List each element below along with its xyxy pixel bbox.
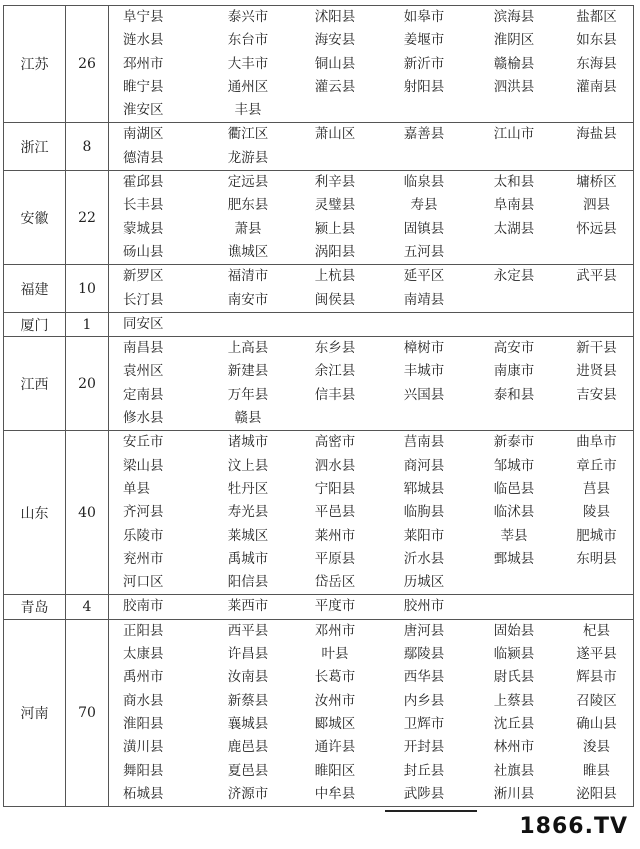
county-name: 禹城市 bbox=[227, 550, 269, 567]
county-name: 灌云县 bbox=[314, 78, 356, 95]
county-name: 修水县 bbox=[123, 410, 164, 427]
county-name: 夏邑县 bbox=[227, 762, 269, 779]
county-list bbox=[109, 595, 634, 619]
county-name: 牡丹区 bbox=[227, 480, 269, 497]
county-grid bbox=[109, 6, 633, 122]
province-name: 江西 bbox=[4, 337, 66, 431]
county-name: 江山市 bbox=[493, 126, 535, 143]
county-name: 泗县 bbox=[583, 197, 610, 214]
county-name: 铜山县 bbox=[314, 55, 356, 72]
county-count: 22 bbox=[66, 171, 109, 265]
county-table-body bbox=[4, 6, 634, 807]
county-name: 南安市 bbox=[227, 291, 269, 308]
county-name: 万年县 bbox=[227, 386, 269, 403]
county-name: 辉县市 bbox=[576, 669, 617, 686]
county-count: 1 bbox=[66, 312, 109, 336]
county-name: 封丘县 bbox=[403, 762, 445, 779]
county-name: 郾城区 bbox=[314, 715, 356, 732]
province-name: 安徽 bbox=[4, 171, 66, 265]
county-name: 武陟县 bbox=[403, 785, 445, 802]
county-list bbox=[109, 171, 634, 265]
province-row bbox=[4, 595, 634, 619]
county-name: 胶州市 bbox=[403, 598, 445, 615]
county-count: 10 bbox=[66, 265, 109, 313]
county-name: 正阳县 bbox=[123, 622, 164, 639]
county-name: 单县 bbox=[123, 480, 150, 497]
county-count: 70 bbox=[66, 619, 109, 806]
county-name: 沂水县 bbox=[403, 550, 445, 567]
county-name: 邹城市 bbox=[493, 457, 535, 474]
county-name: 鄄城县 bbox=[493, 550, 535, 567]
county-name: 鄢陵县 bbox=[403, 646, 445, 663]
county-name: 襄城县 bbox=[227, 715, 269, 732]
county-name: 泗洪县 bbox=[493, 78, 535, 95]
county-name: 海安县 bbox=[314, 32, 356, 49]
county-name: 尉氏县 bbox=[493, 669, 535, 686]
province-row bbox=[4, 431, 634, 595]
county-name: 阜南县 bbox=[493, 197, 535, 214]
county-grid bbox=[109, 123, 633, 170]
county-name: 新罗区 bbox=[123, 268, 164, 285]
county-name: 南康市 bbox=[493, 363, 535, 380]
county-name: 射阳县 bbox=[403, 78, 445, 95]
county-name: 姜堰市 bbox=[403, 32, 445, 49]
county-name: 岱岳区 bbox=[314, 574, 356, 591]
county-name: 丰城市 bbox=[403, 363, 445, 380]
province-row bbox=[4, 171, 634, 265]
county-name: 丰县 bbox=[234, 102, 262, 119]
county-name: 曲阜市 bbox=[576, 434, 617, 451]
county-name: 临颍县 bbox=[493, 646, 535, 663]
county-name: 临邑县 bbox=[493, 480, 535, 497]
county-name: 社旗县 bbox=[493, 762, 535, 779]
county-name: 上高县 bbox=[227, 340, 269, 357]
county-name: 永定县 bbox=[493, 268, 535, 285]
county-name: 定南县 bbox=[123, 386, 164, 403]
county-name: 临沭县 bbox=[493, 504, 535, 521]
county-name: 霍邱县 bbox=[123, 174, 164, 191]
county-name: 济源市 bbox=[227, 785, 269, 802]
county-name: 灌南县 bbox=[576, 78, 617, 95]
province-row bbox=[4, 619, 634, 806]
county-name: 南昌县 bbox=[123, 340, 164, 357]
county-name: 新建县 bbox=[227, 363, 269, 380]
county-name: 汝南县 bbox=[227, 669, 269, 686]
county-name: 大丰市 bbox=[227, 55, 269, 72]
county-name: 临泉县 bbox=[403, 174, 445, 191]
county-name: 许昌县 bbox=[227, 646, 269, 663]
county-name: 睢宁县 bbox=[123, 78, 164, 95]
county-name: 兴国县 bbox=[403, 386, 445, 403]
county-name: 舞阳县 bbox=[123, 762, 164, 779]
county-name: 睢阳区 bbox=[314, 762, 356, 779]
county-name: 莘县 bbox=[500, 527, 528, 544]
county-list bbox=[109, 431, 634, 595]
county-name: 莱西市 bbox=[227, 598, 269, 615]
county-name: 上杭县 bbox=[314, 268, 356, 285]
county-name: 如皋市 bbox=[403, 9, 445, 25]
county-name: 余江县 bbox=[314, 363, 356, 380]
province-name: 福建 bbox=[4, 265, 66, 313]
province-row bbox=[4, 265, 634, 313]
county-name: 浚县 bbox=[583, 739, 610, 756]
county-name: 樟树市 bbox=[403, 340, 445, 357]
county-name: 商水县 bbox=[123, 692, 164, 709]
province-row bbox=[4, 312, 634, 336]
county-name: 砀山县 bbox=[123, 243, 164, 260]
county-name: 武平县 bbox=[576, 268, 617, 285]
county-name: 南湖区 bbox=[123, 126, 164, 143]
county-name: 淮阳县 bbox=[123, 715, 164, 732]
county-name: 开封县 bbox=[403, 739, 445, 756]
county-name: 汝州市 bbox=[314, 692, 356, 709]
county-name: 确山县 bbox=[576, 715, 617, 732]
county-grid bbox=[109, 337, 633, 430]
county-list bbox=[109, 123, 634, 171]
county-name: 章丘市 bbox=[576, 457, 617, 474]
county-name: 叶县 bbox=[321, 646, 349, 663]
county-name: 淮安区 bbox=[123, 102, 164, 119]
county-count: 20 bbox=[66, 337, 109, 431]
county-name: 固镇县 bbox=[403, 220, 445, 237]
province-name: 浙江 bbox=[4, 123, 66, 171]
underline-mark bbox=[385, 810, 477, 812]
county-name: 闽侯县 bbox=[314, 291, 356, 308]
county-name: 新蔡县 bbox=[227, 692, 269, 709]
county-name: 宁阳县 bbox=[314, 480, 356, 497]
county-name: 诸城市 bbox=[227, 434, 269, 451]
county-grid bbox=[109, 595, 633, 618]
county-name: 林州市 bbox=[493, 739, 535, 756]
county-name: 同安区 bbox=[123, 315, 164, 332]
county-count: 4 bbox=[66, 595, 109, 619]
county-name: 吉安县 bbox=[576, 386, 617, 403]
county-name: 赣县 bbox=[234, 410, 262, 427]
county-name: 杞县 bbox=[583, 622, 610, 639]
county-name: 莱州市 bbox=[314, 527, 356, 544]
county-name: 西华县 bbox=[403, 669, 445, 686]
county-name: 唐河县 bbox=[403, 622, 445, 639]
county-name: 淅川县 bbox=[493, 785, 535, 802]
county-grid bbox=[109, 265, 633, 312]
county-name: 太湖县 bbox=[493, 220, 535, 237]
county-name: 涡阳县 bbox=[314, 243, 356, 260]
county-name: 寿光县 bbox=[227, 504, 269, 521]
county-count: 26 bbox=[66, 6, 109, 123]
county-name: 东海县 bbox=[576, 55, 617, 72]
county-name: 盐都区 bbox=[576, 9, 617, 25]
county-name: 袁州区 bbox=[123, 363, 164, 380]
county-list bbox=[109, 312, 634, 336]
county-name: 汶上县 bbox=[227, 457, 269, 474]
county-name: 蒙城县 bbox=[123, 220, 164, 237]
county-name: 河口区 bbox=[123, 574, 164, 591]
county-name: 定远县 bbox=[227, 174, 269, 191]
county-name: 德清县 bbox=[123, 149, 164, 166]
county-name: 信丰县 bbox=[314, 386, 356, 403]
province-name: 河南 bbox=[4, 619, 66, 806]
county-name: 梁山县 bbox=[123, 457, 164, 474]
county-name: 泰兴市 bbox=[227, 9, 269, 25]
county-name: 历城区 bbox=[403, 574, 445, 591]
county-name: 泗水县 bbox=[314, 457, 356, 474]
county-name: 兖州市 bbox=[123, 550, 164, 567]
county-name: 内乡县 bbox=[403, 692, 445, 709]
county-name: 灵璧县 bbox=[314, 197, 356, 214]
county-name: 东明县 bbox=[576, 550, 617, 567]
county-name: 西平县 bbox=[227, 622, 269, 639]
county-name: 平原县 bbox=[314, 550, 356, 567]
county-name: 新沂市 bbox=[403, 55, 445, 72]
county-name: 沈丘县 bbox=[493, 715, 535, 732]
county-name: 上蔡县 bbox=[493, 692, 535, 709]
county-name: 新干县 bbox=[576, 340, 617, 357]
county-grid bbox=[109, 620, 633, 806]
county-name: 睢县 bbox=[583, 762, 610, 779]
county-name: 柘城县 bbox=[123, 785, 164, 802]
county-name: 莒县 bbox=[583, 480, 610, 497]
county-grid bbox=[109, 313, 633, 336]
county-name: 长葛市 bbox=[314, 669, 356, 686]
county-name: 长丰县 bbox=[123, 197, 164, 214]
county-name: 邳州市 bbox=[123, 55, 164, 72]
county-name: 进贤县 bbox=[576, 363, 617, 380]
county-name: 福清市 bbox=[227, 268, 269, 285]
county-name: 禹州市 bbox=[123, 669, 164, 686]
county-name: 赣榆县 bbox=[493, 55, 535, 72]
province-name: 山东 bbox=[4, 431, 66, 595]
county-name: 固始县 bbox=[493, 622, 535, 639]
county-name: 胶南市 bbox=[123, 598, 164, 615]
county-name: 安丘市 bbox=[123, 434, 164, 451]
county-name: 召陵区 bbox=[576, 692, 617, 709]
county-name: 阳信县 bbox=[227, 574, 269, 591]
county-name: 颍上县 bbox=[314, 220, 356, 237]
county-name: 南靖县 bbox=[403, 291, 445, 308]
county-name: 陵县 bbox=[583, 504, 610, 521]
county-name: 肥东县 bbox=[227, 197, 269, 214]
county-name: 郓城县 bbox=[403, 480, 445, 497]
county-name: 齐河县 bbox=[123, 504, 164, 521]
county-name: 东台市 bbox=[227, 32, 269, 49]
county-list bbox=[109, 6, 634, 123]
province-name: 青岛 bbox=[4, 595, 66, 619]
county-name: 乐陵市 bbox=[123, 527, 164, 544]
county-name: 莱城区 bbox=[227, 527, 269, 544]
county-name: 卫辉市 bbox=[403, 715, 445, 732]
county-name: 利辛县 bbox=[314, 174, 356, 191]
county-name: 平度市 bbox=[314, 598, 356, 615]
county-name: 潢川县 bbox=[123, 739, 164, 756]
county-name: 萧山区 bbox=[314, 126, 356, 143]
province-name: 江苏 bbox=[4, 6, 66, 123]
county-name: 平邑县 bbox=[314, 504, 356, 521]
province-row bbox=[4, 337, 634, 431]
county-name: 淮阴区 bbox=[493, 32, 535, 49]
county-name: 太和县 bbox=[493, 174, 535, 191]
county-table bbox=[3, 5, 634, 807]
county-name: 五河县 bbox=[403, 243, 445, 260]
county-name: 延平区 bbox=[403, 268, 445, 285]
county-name: 鹿邑县 bbox=[227, 739, 269, 756]
county-count: 40 bbox=[66, 431, 109, 595]
county-name: 龙游县 bbox=[227, 149, 269, 166]
province-name: 厦门 bbox=[4, 312, 66, 336]
county-name: 高安市 bbox=[493, 340, 535, 357]
county-name: 太康县 bbox=[123, 646, 164, 663]
county-name: 肥城市 bbox=[576, 527, 617, 544]
county-name: 墉桥区 bbox=[576, 174, 617, 191]
county-name: 怀远县 bbox=[576, 220, 617, 237]
county-list bbox=[109, 337, 634, 431]
county-count: 8 bbox=[66, 123, 109, 171]
site-watermark: 1866.TV bbox=[519, 814, 628, 839]
county-name: 邓州市 bbox=[314, 622, 356, 639]
county-name: 嘉善县 bbox=[403, 126, 445, 143]
county-grid bbox=[109, 171, 633, 264]
county-name: 泰和县 bbox=[493, 386, 535, 403]
county-name: 遂平县 bbox=[576, 646, 617, 663]
county-name: 沭阳县 bbox=[314, 9, 356, 25]
county-name: 东乡县 bbox=[314, 340, 356, 357]
county-name: 临朐县 bbox=[403, 504, 445, 521]
county-name: 商河县 bbox=[403, 457, 445, 474]
county-name: 新泰市 bbox=[493, 434, 535, 451]
county-name: 谯城区 bbox=[227, 243, 269, 260]
county-name: 通州区 bbox=[227, 78, 269, 95]
county-name: 中牟县 bbox=[314, 785, 356, 802]
province-row bbox=[4, 6, 634, 123]
county-name: 如东县 bbox=[576, 32, 617, 49]
county-list bbox=[109, 265, 634, 313]
county-name: 长汀县 bbox=[123, 291, 164, 308]
county-name: 衢江区 bbox=[227, 126, 269, 143]
county-name: 阜宁县 bbox=[123, 9, 164, 25]
county-name: 莱阳市 bbox=[403, 527, 445, 544]
county-list bbox=[109, 619, 634, 806]
province-row bbox=[4, 123, 634, 171]
county-name: 萧县 bbox=[234, 220, 262, 237]
county-name: 高密市 bbox=[314, 434, 356, 451]
county-name: 涟水县 bbox=[123, 32, 164, 49]
county-name: 寿县 bbox=[410, 197, 438, 214]
county-name: 滨海县 bbox=[493, 9, 535, 25]
county-name: 海盐县 bbox=[576, 126, 617, 143]
county-name: 莒南县 bbox=[403, 434, 445, 451]
county-grid bbox=[109, 431, 633, 594]
county-name: 泌阳县 bbox=[576, 785, 617, 802]
county-name: 通许县 bbox=[314, 739, 356, 756]
